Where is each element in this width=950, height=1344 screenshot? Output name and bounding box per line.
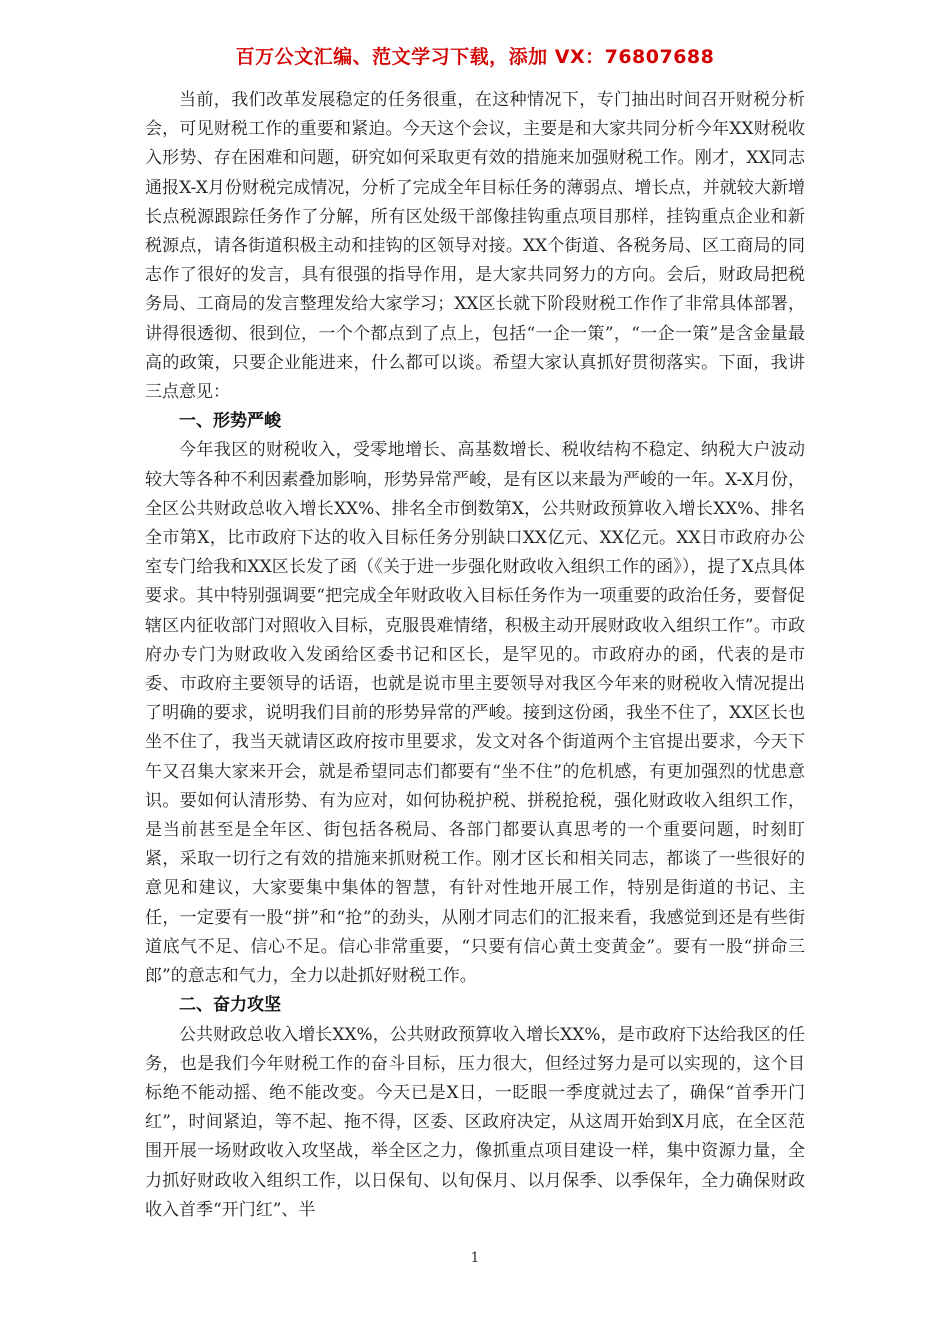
section-1-paragraph: 今年我区的财税收入，受零地增长、高基数增长、税收结构不稳定、纳税大户波动较大等各种不利因素叠加影响，形势异常严峻，是有区以来最为严峻的一年。X-X月份，全区公共财政总收入增长XX%、排名全市倒数第X，公共财政预算收入增长XX%、排名全市第X，比市政府下达的收入目标任务分别缺口XX亿元、XX亿元。XX日市政府办公室专门给我和XX区长发了函（《关于进一步强化财政收入组织工作的函》），提了X点具体要求。其中特别强调要“把完成全年财政收入目标任务作为一项重要的政治任务，要督促辖区内征收部门对照收入目标，克服畏难情绪，积极主动开展财政收入组织工作”。市政府办专门为财政收入发函给区委书记和区长，是罕见的。市政府办的函，代表的是市委、市政府主要领导的话语，也就是说市里主要领导对我区今年来的财税收入情况提出了明确的要求，说明我们目前的形势异常的严峻。接到这份函，我坐不住了，XX区长也坐不住了，我当天就请区政府按市里要求，发文对各个街道两个主官提出要求，今天下午又召集大家来开会，就是希望同志们都要有“坐不住”的危机感，有更加强烈的忧患意识。要如何认清形势、有为应对，如何协税护税、拼税抢税，强化财政收入组织工作，是当前甚至是全年区、街包括各税局、各部门都要认真思考的一个重要问题，时刻盯紧，采取一切行之有效的措施来抓财税工作。刚才区长和相关同志，都谈了一些很好的意见和建议，大家要集中集体的智慧，有针对性地开展工作，特别是街道的书记、主任，一定要有一股“拼”和“抢”的劲头，从刚才同志们的汇报来看，我感觉到还是有些街道底气不足、信心不足。信心非常重要，“只要有信心黄土变黄金”。要有一股“拼命三郎”的意志和气力，全力以赴抓好财税工作。 — [145, 440, 805, 987]
page-number: 1 — [470, 1250, 480, 1266]
section-2-paragraph: 公共财政总收入增长XX%，公共财政预算收入增长XX%，是市政府下达给我区的任务，也是我们今年财税工作的奋斗目标，压力很大，但经过努力是可以实现的，这个目标绝不能动摇、绝不能改变。今天已是X日，一眨眼一季度就过去了，确保“首季开门红”，时间紧迫，等不起、拖不得，区委、区政府决定，从这周开始到X月底，在全区范围开展一场财政收入攻坚战，举全区之力，像抓重点项目建设一样，集中资源力量，全力抓好财政收入组织工作，以日保旬、以旬保月、以月保季、以季保年，全力确保财政收入首季“开门红”、半 — [145, 1024, 805, 1220]
intro-paragraph: 当前，我们改革发展稳定的任务很重，在这种情况下，专门抽出时间召开财税分析会，可见财税工作的重要和紧迫。今天这个会议，主要是和大家共同分析今年XX财税收入形势、存在困难和问题，研究如何采取更有效的措施来加强财税工作。刚才，XX同志通报X-X月份财税完成情况，分析了完成全年目标任务的薄弱点、增长点，并就较大新增长点税源跟踪任务作了分解，所有区处级干部像挂钩重点项目那样，挂钩重点企业和新税源点，请各街道积极主动和挂钩的区领导对接。XX个街道、各税务局、区工商局的同志作了很好的发言，具有很强的指导作用，是大家共同努力的方向。会后，财政局把税务局、工商局的发言整理发给大家学习；XX区长就下阶段财税工作作了非常具体部署，讲得很透彻、很到位，一个个都点到了点上，包括“一企一策”，“一企一策”是含金量最高的政策，只要企业能进来，什么都可以谈。希望大家认真抓好贯彻落实。下面，我讲三点意见： — [145, 90, 805, 403]
promo-banner: 百万公文汇编、范文学习下载，添加 VX：76807688 — [235, 46, 715, 68]
document-body — [145, 86, 805, 1225]
section-heading-2: 二、奋力攻坚 — [179, 995, 281, 1016]
section-heading-1: 一、形势严峻 — [179, 411, 281, 432]
